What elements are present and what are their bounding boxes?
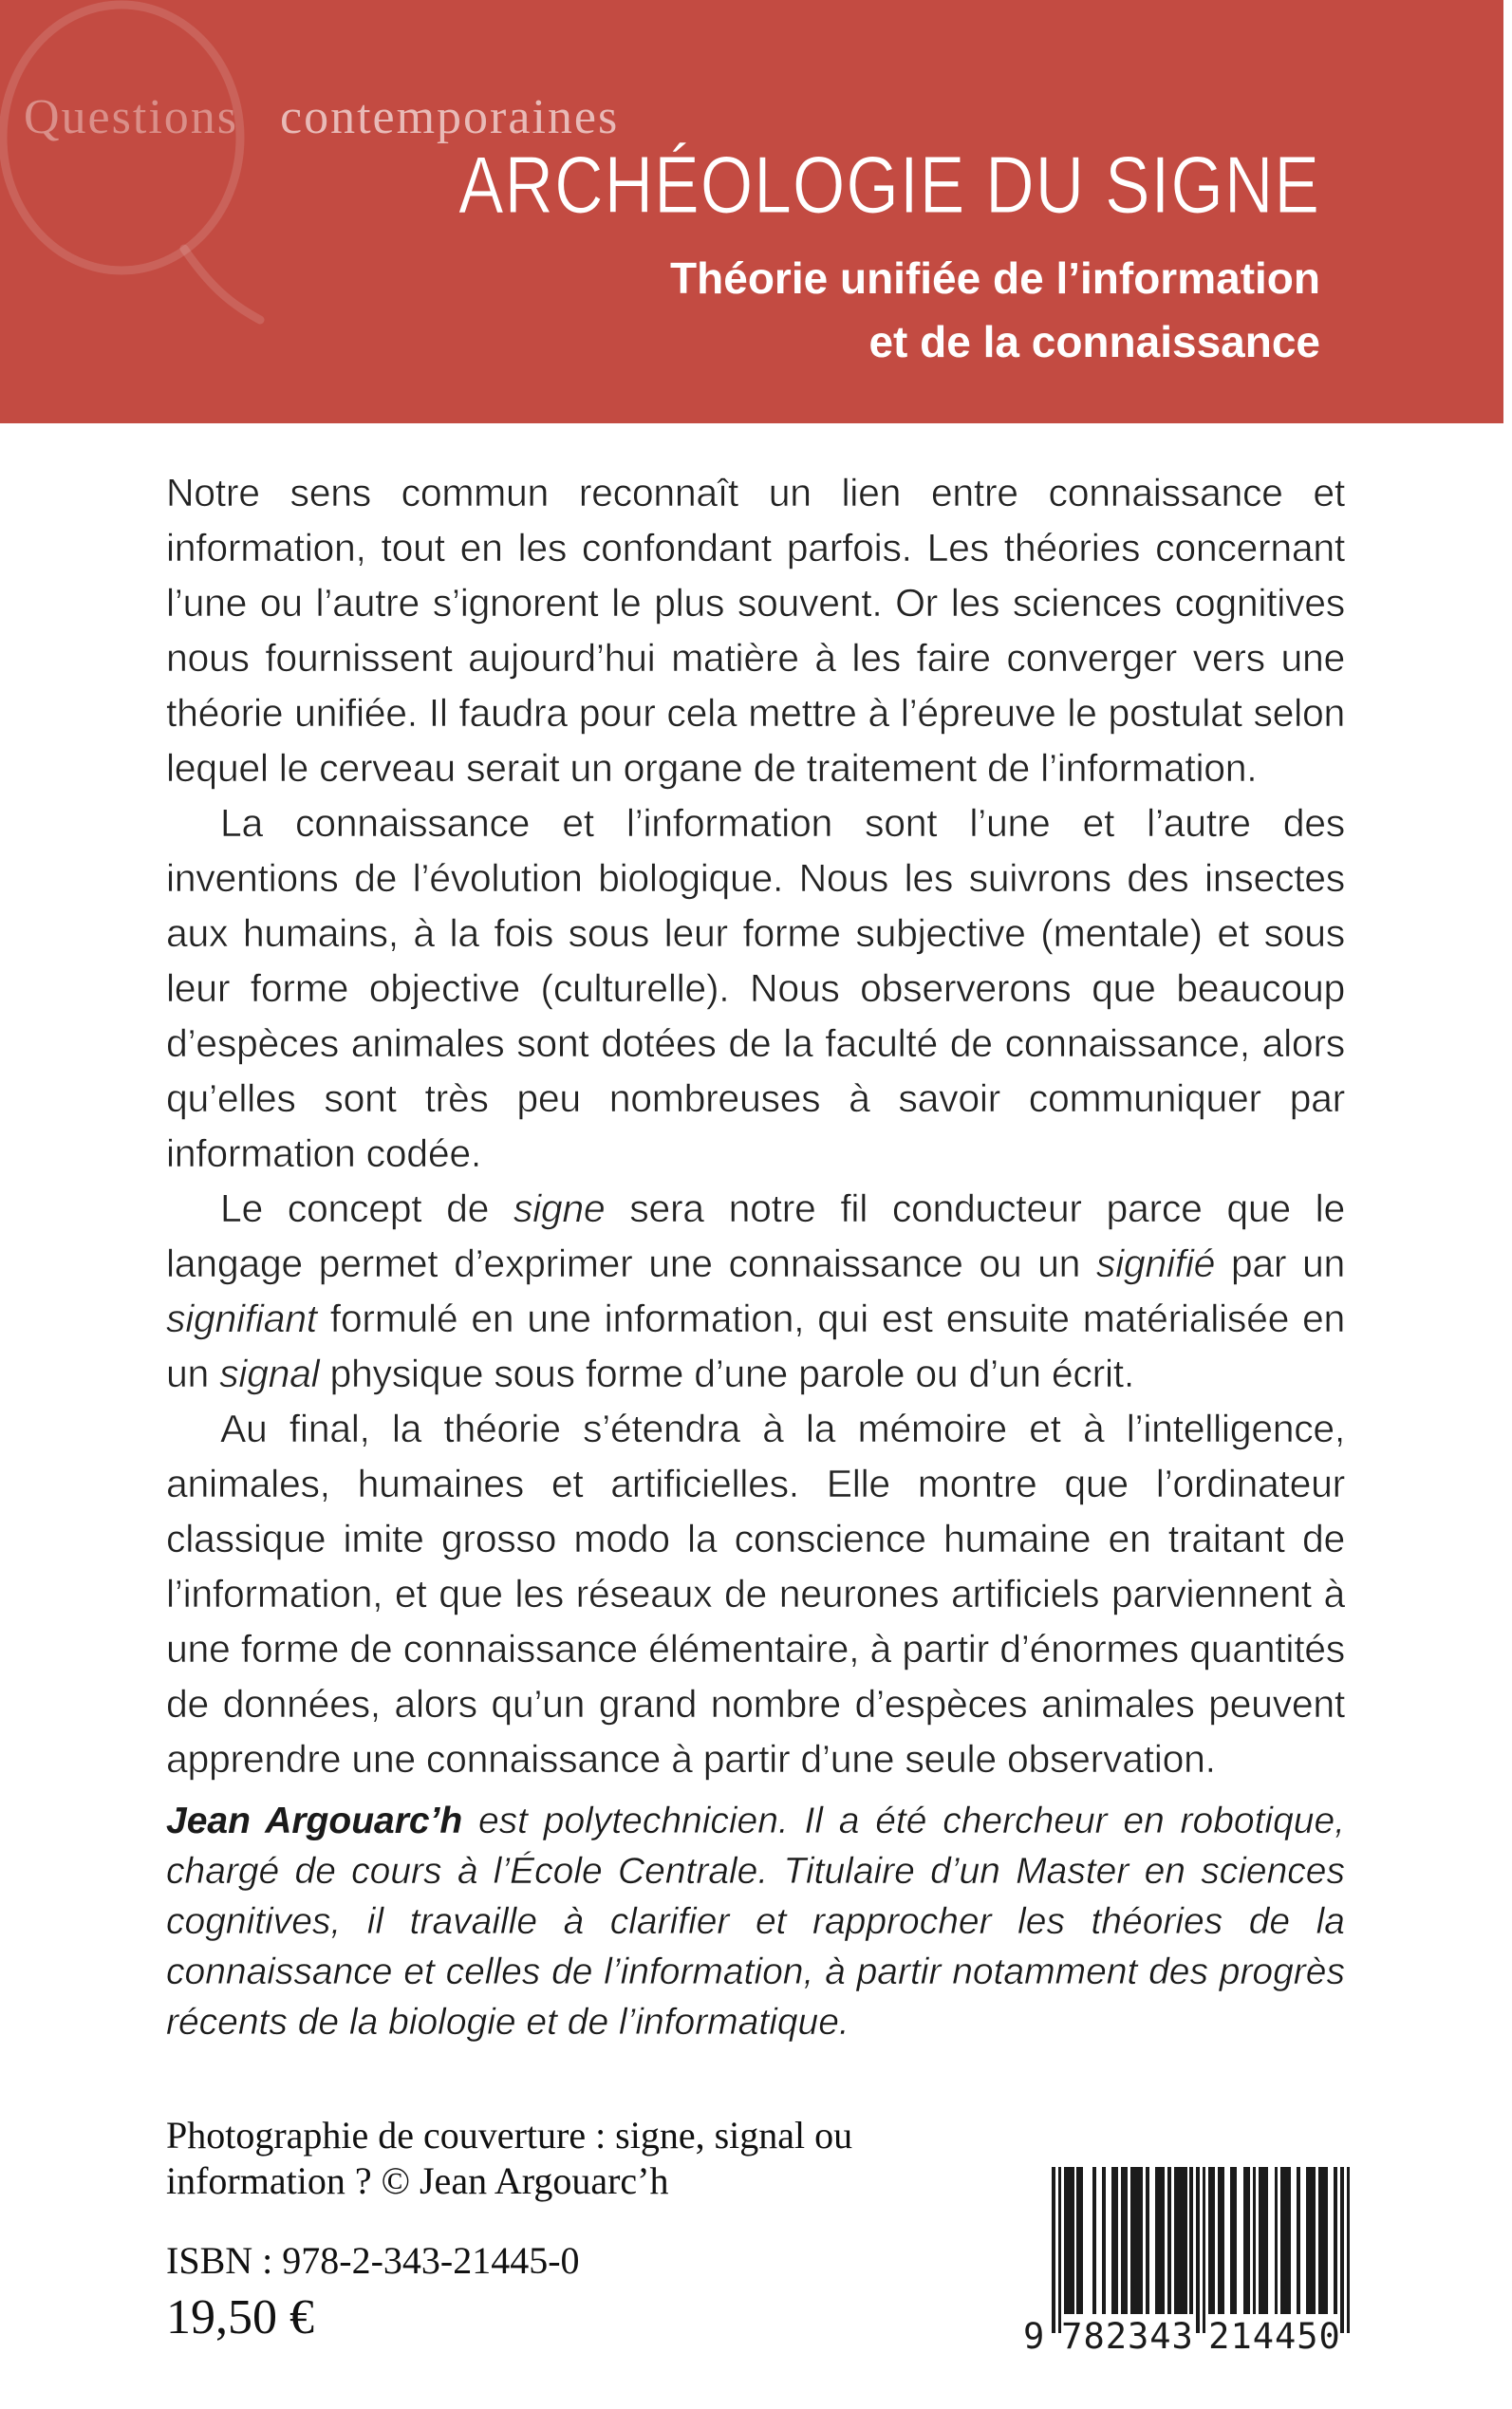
synopsis-paragraph: Le concept de signe sera notre fil conducteur parce que le langage permet d’exprimer une connaissance ou un signifié par un signifiant formulé en une information, qui est ensuite matérialisée en un signal physique sous forme d’une parole ou d’un écrit. (166, 1186, 1346, 1395)
photo-credit (166, 2113, 852, 2204)
author-bio (166, 1796, 1345, 2047)
author-bio-text: Jean Argouarc’h est polytechnicien. Il a été chercheur en robotique, chargé de cours à l’École Centrale. Titulaire d’un Master en sciences cognitives, il travaille à clarifier et rapprocher les théories de la connaissance et celles de l’information, à partir notamment des progrès récents de la biologie et de l’informatique. (166, 1801, 1345, 2043)
book-title: ARCHÉOLOGIE DU SIGNE (457, 140, 1320, 231)
series-name-questions: Questions (24, 90, 238, 144)
synopsis-paragraph: La connaissance et l’information sont l’une et l’autre des inventions de l’évolution biologique. Nous les suivrons des insectes aux humains, à la fois sous leur forme subjective (mentale) et sous leur forme objective (culturelle). Nous observerons que beaucoup d’espèces animales sont dotées de la faculté de connaissance, alors qu’elles sont très peu nombreuses à savoir communiquer par information codée. (166, 801, 1345, 1175)
price-text: 19,50 € (166, 2290, 314, 2344)
book-subtitle-line-2: et de la connaissance (868, 317, 1320, 366)
barcode-bars (1052, 2167, 1350, 2333)
book-subtitle (403, 247, 1320, 374)
synopsis (166, 465, 1345, 1786)
synopsis-paragraph: Au final, la théorie s’étendra à la mémoire et à l’intelligence, animales, humaines et artificielles. Elle montre que l’ordinateur classique imite grosso modo la conscience humaine en traitant de l’information, et que les réseaux de neurones artificiels parviennent à une forme de connaissance élémentaire, à partir d’énormes quantités de données, alors qu’un grand nombre d’espèces animales peuvent apprendre une connaissance à partir d’une seule observation. (166, 1407, 1345, 1781)
book-subtitle-line-1: Théorie unifiée de l’information (670, 253, 1320, 303)
barcode-digits-left: 782343 (1061, 2316, 1194, 2357)
banner (0, 0, 1503, 423)
photo-credit-line-1: Photographie de couverture : signe, signal ou (166, 2114, 853, 2157)
isbn-text: ISBN : 978-2-343-21445-0 (166, 2239, 580, 2282)
barcode-digits-right: 214450 (1208, 2316, 1341, 2357)
q-letter-watermark-icon (0, 0, 342, 423)
barcode-digit-first: 9 (1023, 2316, 1046, 2357)
synopsis-paragraph: Notre sens commun reconnaît un lien entre connaissance et information, tout en les confondant parfois. Les théories concernant l’une ou l’autre s’ignorent le plus souvent. Or les sciences cognitives nous fournissent aujourd’hui matière à les faire converger vers une théorie unifiée. Il faudra pour cela mettre à l’épreuve le postulat selon lequel le cerveau serait un organe de traitement de l’information. (166, 471, 1345, 790)
series-name-contemporaines: contemporaines (280, 90, 620, 144)
barcode (1023, 2167, 1352, 2357)
photo-credit-line-2: information ? © Jean Argouarc’h (166, 2159, 669, 2202)
title-block (403, 140, 1320, 374)
series-logo (24, 89, 619, 145)
